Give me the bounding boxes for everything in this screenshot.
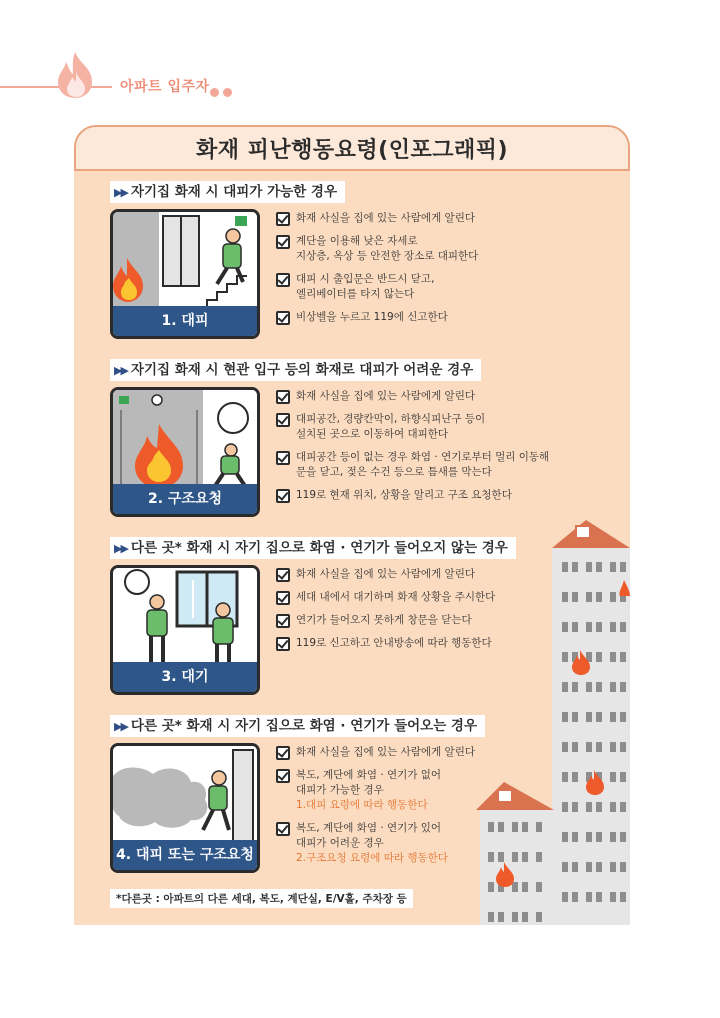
action-list	[276, 211, 566, 333]
list-item: 대피공간 등이 없는 경우 화염 · 연기로부터 멀리 이동해 문을 닫고, 젖은 수건 등으로 틈새를 막는다	[276, 450, 566, 480]
header-dots	[210, 82, 236, 101]
list-item: 대피 시 출입문은 반드시 닫고, 엘리베이터를 타지 않는다	[276, 272, 566, 302]
checkbox-icon	[276, 614, 290, 628]
list-item: 복도, 계단에 화염 · 연기가 있어 대피가 어려운 경우 2.구조요청 요령에 따라 행동한다	[276, 821, 566, 866]
list-item: 연기가 들어오지 못하게 창문을 닫는다	[276, 613, 566, 628]
section-rescue-request	[110, 359, 590, 529]
rescue-illustration	[110, 387, 260, 517]
checkbox-icon	[276, 390, 290, 404]
infographic-panel	[74, 125, 630, 925]
illustration-caption: 3. 대기	[113, 662, 257, 692]
section-heading: ▶▶ 자기집 화재 시 현관 입구 등의 화재로 대피가 어려운 경우	[110, 359, 481, 381]
checkbox-icon	[276, 822, 290, 836]
section-evacuate-or-rescue	[110, 715, 590, 885]
checkbox-icon	[276, 235, 290, 249]
section-heading: ▶▶ 다른 곳* 화재 시 자기 집으로 화염 · 연기가 들어오는 경우	[110, 715, 485, 737]
list-item: 복도, 계단에 화염 · 연기가 없어 대피가 가능한 경우 1.대피 요령에 따라 행동한다	[276, 768, 566, 813]
list-item: 화재 사실을 집에 있는 사람에게 알린다	[276, 211, 566, 226]
footnote: *다른곳 : 아파트의 다른 세대, 복도, 계단실, E/V홀, 주차장 등	[110, 889, 413, 908]
list-item: 계단을 이용해 낮은 자세로 지상층, 옥상 등 안전한 장소로 대피한다	[276, 234, 566, 264]
flame-icon	[52, 50, 98, 100]
checkbox-icon	[276, 212, 290, 226]
page-title: 화재 피난행동요령(인포그래픽)	[195, 138, 509, 163]
checkbox-icon	[276, 746, 290, 760]
list-item: 세대 내에서 대기하며 화재 상황을 주시한다	[276, 590, 566, 605]
list-item: 119로 현재 위치, 상황을 알리고 구조 요청한다	[276, 488, 566, 503]
list-item: 대피공간, 경량칸막이, 하향식피난구 등이 설치된 곳으로 이동하여 대피한다	[276, 412, 566, 442]
checkbox-icon	[276, 769, 290, 783]
checkbox-icon	[276, 489, 290, 503]
header-label: 아파트 입주자	[120, 79, 210, 95]
checkbox-icon	[276, 637, 290, 651]
section-evacuate	[110, 181, 590, 351]
checkbox-icon	[276, 568, 290, 582]
evacuate-or-rescue-illustration	[110, 743, 260, 873]
evacuate-illustration	[110, 209, 260, 339]
action-list	[276, 389, 566, 511]
checkbox-icon	[276, 413, 290, 427]
list-item: 화재 사실을 집에 있는 사람에게 알린다	[276, 567, 566, 582]
action-list	[276, 567, 566, 659]
checkbox-icon	[276, 273, 290, 287]
list-item: 화재 사실을 집에 있는 사람에게 알린다	[276, 745, 566, 760]
section-heading: ▶▶ 다른 곳* 화재 시 자기 집으로 화염 · 연기가 들어오지 않는 경우	[110, 537, 516, 559]
list-item: 119로 신고하고 안내방송에 따라 행동한다	[276, 636, 566, 651]
checkbox-icon	[276, 311, 290, 325]
checkbox-icon	[276, 451, 290, 465]
illustration-caption: 2. 구조요청	[113, 484, 257, 514]
section-heading: ▶▶ 자기집 화재 시 대피가 가능한 경우	[110, 181, 345, 203]
stay-illustration	[110, 565, 260, 695]
illustration-caption: 1. 대피	[113, 306, 257, 336]
illustration-caption: 4. 대피 또는 구조요청	[113, 840, 257, 870]
checkbox-icon	[276, 591, 290, 605]
action-list	[276, 745, 566, 874]
list-item: 화재 사실을 집에 있는 사람에게 알린다	[276, 389, 566, 404]
section-stay	[110, 537, 590, 707]
list-item: 비상벨을 누르고 119에 신고한다	[276, 310, 566, 325]
